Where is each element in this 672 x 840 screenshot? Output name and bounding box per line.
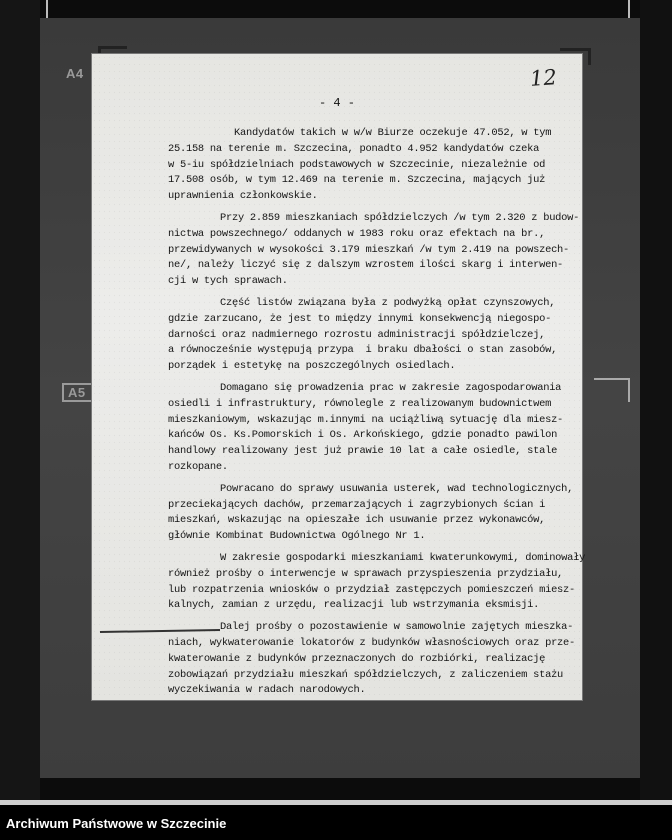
text-line: przeciekających dachów, przemarzających i zagrzybionych ścian i <box>168 498 546 511</box>
document-page <box>92 54 586 700</box>
text-line: cji w tych sprawach. <box>168 275 288 288</box>
text-line: 25.158 na terenie m. Szczecina, ponadto 4.952 kandydatów czeka <box>168 142 540 155</box>
text-line: ne/, należy liczyć się z dalszym wzrostem ilości skarg i interwen- <box>168 259 564 272</box>
text-line: a równocześnie występują przypa i braku dbałości o stan zasobów, <box>168 344 558 357</box>
text-line: osiedli i infrastruktury, równolegle z realizowanym budownictwem <box>168 397 552 410</box>
text-line: rozkopane. <box>168 460 228 473</box>
film-tick-mark <box>628 0 630 18</box>
document-body <box>168 126 586 705</box>
text-line: 17.508 osób, w tym 12.469 na terenie m. Szczecina, mających już <box>168 174 546 187</box>
archive-name: Archiwum Państwowe w Szczecinie <box>6 816 227 831</box>
paragraph <box>168 126 578 205</box>
page-number: - 4 - <box>318 96 355 110</box>
paragraph <box>168 296 578 375</box>
text-line: kwaterowanie z budynków przeznaczonych do rozbiórki, realizację <box>168 652 546 665</box>
text-line: nictwa powszechnego/ oddanych w 1983 roku oraz efektach na br., <box>168 227 546 240</box>
text-line: w 5-iu spółdzielniach podstawowych w Szczecinie, niezależnie od <box>168 158 546 171</box>
film-tick-mark <box>46 0 48 18</box>
film-edge-right <box>640 0 672 800</box>
text-line: kalnych, zamian z urzędu, realizacji lub wstrzymania eksmisji. <box>168 599 540 612</box>
text-line: Część listów związana była z podwyżką opłat czynszowych, <box>220 296 556 309</box>
text-line: Powracano do sprawy usuwania usterek, wad technologicznych, <box>220 482 574 495</box>
text-line: gdzie zarzucano, że jest to między innymi konsekwencją niegospo- <box>168 312 552 325</box>
text-line: Dalej prośby o pozostawienie w samowolnie zajętych mieszka- <box>220 621 574 634</box>
text-line: W zakresie gospodarki mieszkaniami kwaterunkowymi, dominowały <box>220 551 586 564</box>
paragraph <box>168 620 578 699</box>
frame-label-a5: A5 <box>62 383 92 402</box>
text-line: zobowiązań przydziału mieszkań spółdzielczych, z zaliczeniem stażu <box>168 668 564 681</box>
text-line: mieszkaniowym, wskazując m.innymi na uciążliwą sytuację dla miesz- <box>168 413 564 426</box>
text-line: mieszkań, wskazując na opieszałe ich usuwanie przez wykonawców, <box>168 514 546 527</box>
text-line: również prośby o interwencje w sprawach przyspieszenia przydziału, <box>168 567 564 580</box>
paragraph <box>168 551 586 614</box>
text-line: darności oraz nadmiernego rozrostu administracji spółdzielczej, <box>168 328 546 341</box>
text-line: głównie Kombinat Budownictwa Ogólnego Nr 1. <box>168 530 426 543</box>
paragraph <box>168 211 578 290</box>
archive-footer <box>0 800 672 840</box>
text-line: wyczekiwania w radach narodowych. <box>168 684 366 697</box>
text-line: porządek i estetykę na poszczególnych osiedlach. <box>168 360 456 373</box>
text-line: przewidywanych w wysokości 3.179 mieszkań /w tym 2.419 na powszech- <box>168 243 570 256</box>
text-line: uprawnienia członkowskie. <box>168 190 318 203</box>
frame-label-a4: A4 <box>66 66 84 81</box>
folio-number: 12 <box>529 65 558 91</box>
paragraph <box>168 482 578 545</box>
text-line: lub rozpatrzenia wniosków o przydział zastępczych pomieszczeń miesz- <box>168 583 576 596</box>
film-edge-left <box>0 0 40 800</box>
text-line: kańców Os. Ks.Pomorskich i Os. Arkońskiego, gdzie ponadto pawilon <box>168 429 558 442</box>
text-line: Domagano się prowadzenia prac w zakresie zagospodarowania <box>220 381 562 394</box>
text-line: niach, wykwaterowanie lokatorów z budynków własnościowych oraz prze- <box>168 636 576 649</box>
text-line: Przy 2.859 mieszkaniach spółdzielczych /w tym 2.320 z budow- <box>220 211 580 224</box>
paragraph <box>168 381 578 476</box>
text-line: Kandydatów takich w w/w Biurze oczekuje 47.052, w tym <box>234 127 552 139</box>
footer-divider <box>0 800 672 805</box>
text-line: handlowy realizowany jest już prawie 10 lat a całe osiedle, stale <box>168 445 558 458</box>
frame-bracket-mark <box>594 378 630 402</box>
